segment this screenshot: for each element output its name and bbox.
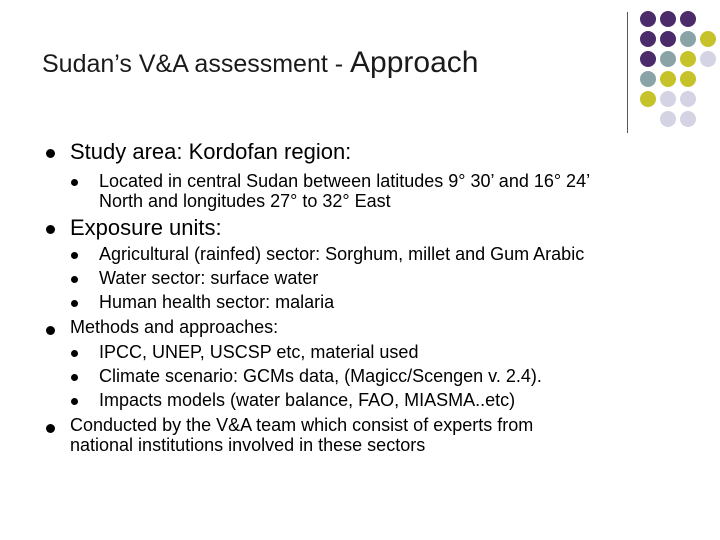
sub-bullet-agricultural: Agricultural (rainfed) sector: Sorghum, millet and Gum Arabic xyxy=(99,244,585,264)
title-emphasis: Approach xyxy=(350,46,479,79)
dot xyxy=(640,11,656,27)
bullet-dot xyxy=(46,225,55,234)
bullet-study-area: Study area: Kordofan region: xyxy=(70,139,352,164)
sub-bullet-health: Human health sector: malaria xyxy=(99,292,335,312)
title-text: Sudan’s V&A assessment - xyxy=(42,50,351,78)
dot xyxy=(660,11,676,27)
dot xyxy=(680,51,696,67)
dot xyxy=(640,51,656,67)
dot xyxy=(640,31,656,47)
bullet-conducted-by: Conducted by the V&A team which consist of experts from xyxy=(70,415,534,435)
bullet-dot xyxy=(71,398,78,405)
dot xyxy=(660,111,676,127)
bullet-dot xyxy=(71,276,78,283)
dot xyxy=(680,91,696,107)
dot xyxy=(680,31,696,47)
sub-bullet-climate-scenario: Climate scenario: GCMs data, (Magicc/Scengen v. 2.4). xyxy=(99,366,542,386)
decorative-dot-grid xyxy=(0,0,720,140)
sub-bullet-ipcc: IPCC, UNEP, USCSP etc, material used xyxy=(99,342,419,362)
bullet-conducted-by-cont: national institutions involved in these sectors xyxy=(70,435,426,455)
bullet-dot xyxy=(71,300,78,307)
bullet-dot xyxy=(71,374,78,381)
bullet-dot xyxy=(46,326,55,335)
dot xyxy=(700,51,716,67)
dot xyxy=(680,11,696,27)
dot xyxy=(680,111,696,127)
dot xyxy=(700,31,716,47)
bullet-methods: Methods and approaches: xyxy=(70,317,279,337)
dot xyxy=(660,71,676,87)
bullet-dot xyxy=(46,149,55,158)
dot xyxy=(660,91,676,107)
dot xyxy=(680,71,696,87)
bullet-dot xyxy=(46,424,55,433)
dot xyxy=(660,31,676,47)
bullet-dot xyxy=(71,350,78,357)
dot xyxy=(640,91,656,107)
sub-bullet-location-cont: North and longitudes 27° to 32° East xyxy=(99,191,391,211)
dot xyxy=(660,51,676,67)
bullet-dot xyxy=(71,252,78,259)
sub-bullet-location: Located in central Sudan between latitudes 9° 30’ and 16° 24’ xyxy=(99,171,591,191)
sub-bullet-impacts-models: Impacts models (water balance, FAO, MIASMA..etc) xyxy=(99,390,516,410)
sub-bullet-water: Water sector: surface water xyxy=(99,268,319,288)
bullet-dot xyxy=(71,179,78,186)
bullet-exposure-units: Exposure units: xyxy=(70,215,222,240)
dot xyxy=(640,71,656,87)
